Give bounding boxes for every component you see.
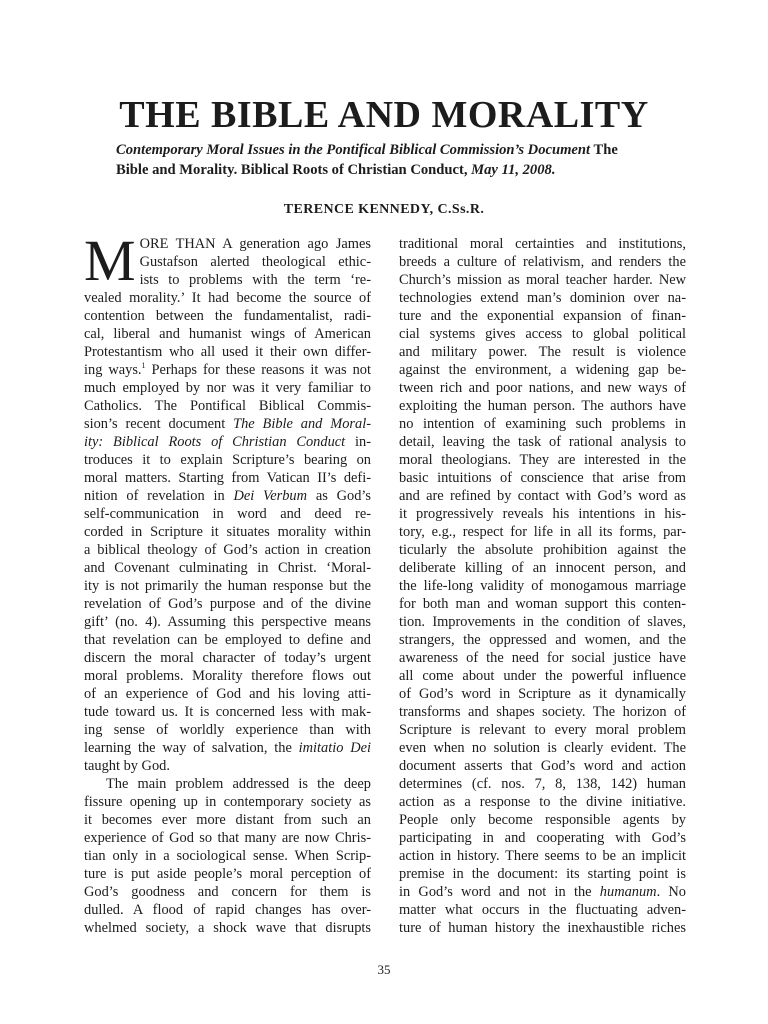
text-line	[84, 433, 371, 451]
text-line: contention between the fundamentalist, radi-	[84, 308, 371, 324]
text-line: traditional moral certainties and institutions,	[399, 236, 686, 252]
text-line: Church’s mission as moral teacher harder. New	[399, 272, 686, 288]
text-line: detail, leaving the task of rational analysis to	[399, 434, 686, 450]
page-number: 35	[377, 962, 391, 977]
text-line: much employed by nor was it very familiar to	[84, 380, 371, 396]
text-line: Scripture is relevant to every moral problem	[399, 722, 686, 738]
text-line: strangers, the oppressed and women, and the	[399, 632, 686, 648]
text-line: moral theologians. They are interested in the	[399, 452, 686, 468]
text-line: troduces it to explain Scripture’s bearing on	[84, 452, 371, 468]
article-title: THE BIBLE AND MORALITY	[119, 94, 649, 136]
text-line: discern the moral character of today’s urgent	[84, 650, 371, 666]
text-line: ists to problems with the term ‘re-	[139, 272, 371, 288]
text-line: People only become responsible agents by	[399, 812, 686, 828]
text-line	[84, 415, 371, 433]
article-subtitle	[116, 140, 656, 180]
text-line: transforms and shapes society. The horizon of	[399, 704, 686, 720]
text-line: Gustafson alerted theological ethic-	[139, 254, 371, 270]
text-line: tory, e.g., respect for life in all its forms, par-	[399, 524, 686, 540]
text-line: vealed morality.’ It had become the source of	[84, 290, 371, 306]
text-line: ture and the exponential expansion of finan-	[399, 308, 686, 324]
text-line: no intention of examining such problems in	[399, 416, 686, 432]
document-title-italic: The Bible and Moral-	[233, 416, 371, 432]
right-column	[399, 235, 686, 937]
text-line: Catholics. The Pontifical Biblical Commis-	[84, 398, 371, 414]
text-line: moral problems. Morality therefore flows out	[84, 668, 371, 684]
text-line: corded in Scripture it situates morality within	[84, 524, 371, 540]
text-line: the life-long validity of monogamous marriage	[399, 578, 686, 594]
text-line: ORE THAN A generation ago James	[139, 236, 371, 252]
text-line: self-communication in word and deed re-	[84, 506, 371, 522]
text-line: participating in and cooperating with God’s	[399, 830, 686, 846]
text-line: whelmed society, a shock wave that disrupts	[84, 920, 371, 936]
text-line: fissure opening up in contemporary society as	[84, 794, 371, 810]
text-run: as God’s	[307, 488, 371, 504]
text-line: matter what occurs in the fluctuating adven-	[399, 902, 686, 918]
text-line: a biblical theology of God’s action in creation	[84, 542, 371, 558]
text-line: The main problem addressed is the deep	[106, 776, 371, 792]
text-line: deliberate killing of an innocent person, and	[399, 560, 686, 576]
footnote-marker[interactable]: 1	[141, 361, 146, 371]
text-line: that revelation can be employed to define and	[84, 632, 371, 648]
text-line: it progressively reveals his intentions in his-	[399, 506, 686, 522]
drop-cap: M	[84, 228, 136, 293]
text-line: breeds a culture of relativism, and renders the	[399, 254, 686, 270]
text-line: ture is put aside people’s moral perception of	[84, 866, 371, 882]
author-byline: TERENCE KENNEDY, C.Ss.R.	[283, 202, 485, 217]
text-line: tian only in a sociological sense. When Scrip-	[84, 848, 371, 864]
text-line: revelation of God’s purpose and of the divine	[84, 596, 371, 612]
text-line: cial systems gives access to global political	[399, 326, 686, 342]
text-line: and Covenant culminating in Christ. ‘Moral-	[84, 560, 371, 576]
text-line: action in history. There seems to be an implicit	[399, 848, 686, 864]
subtitle-bold-1: The	[590, 142, 618, 158]
text-line: tude toward us. It is concerned less with mak-	[84, 704, 371, 720]
text-run: sion’s recent document	[84, 416, 234, 432]
left-column	[84, 228, 371, 937]
text-line: moral matters. Starting from Vatican II’s defi-	[84, 470, 371, 486]
text-line: dulled. A flood of rapid changes has over-	[84, 902, 371, 918]
text-line: determines (cf. nos. 7, 8, 138, 142) human	[399, 776, 686, 792]
text-line: exploiting the human person. The authors have	[399, 398, 686, 414]
text-line	[84, 361, 371, 379]
text-line: tion. Improvements in the condition of slaves,	[399, 614, 686, 630]
text-line: basic intuitions of conscience that arise from	[399, 470, 686, 486]
text-line: ticularly the absolute prohibition against the	[399, 542, 686, 558]
text-run: in-	[345, 434, 371, 450]
document-title-italic: ity: Biblical Roots of Christian Conduct	[84, 434, 346, 450]
text-run: . No	[656, 884, 686, 900]
text-line	[84, 487, 371, 505]
text-line: Protestantism who all used it their own differ-	[84, 344, 371, 360]
text-line: ing sense of worldly experience than with	[84, 722, 371, 738]
text-line: even when no solution is clearly evident. The	[399, 740, 686, 756]
subtitle-bold-2: Bible and Morality. Biblical Roots of Christian Conduct,	[116, 162, 468, 178]
text-line: all come about under the powerful influence	[399, 668, 686, 684]
text-line	[399, 883, 686, 901]
text-line: document asserts that God’s word and action	[399, 758, 686, 774]
text-line: God’s goodness and concern for them is	[84, 884, 371, 900]
text-run: Perhaps for these reasons it was not	[145, 362, 371, 378]
text-run: in God’s word and not in the	[399, 884, 600, 900]
dei-verbum-italic: Dei Verbum	[233, 488, 308, 504]
text-line: technologies extend man’s dominion over na-	[399, 290, 686, 306]
text-line: and are refined by contact with God’s word as	[399, 488, 686, 504]
text-line: ity is not primarily the human response but the	[84, 578, 371, 594]
text-line: against the environment, a widening gap be-	[399, 362, 686, 378]
text-line: of an experience of God and his loving atti-	[84, 686, 371, 702]
text-line: it becomes ever more distant from such an	[84, 812, 371, 828]
text-line: gift’ (no. 4). Assuming this perspective means	[84, 614, 371, 630]
text-line: action as a response to the divine initiative.	[399, 794, 686, 810]
text-line: cal, liberal and humanist wings of American	[84, 326, 371, 342]
subtitle-italic: Contemporary Moral Issues in the Pontifical Biblical Commission’s Document	[116, 142, 591, 158]
text-run: ing ways.	[84, 362, 142, 378]
text-line: experience of God so that many are now Chris-	[84, 830, 371, 846]
text-line: ture of human history the inexhaustible riches	[399, 920, 686, 936]
text-line: tween rich and poor nations, and new ways of	[399, 380, 686, 396]
text-line: for both man and woman support this conten-	[399, 596, 686, 612]
text-line: of God’s word in Scripture as it dynamically	[399, 686, 686, 702]
text-line: and military power. The result is violence	[399, 344, 686, 360]
imitatio-dei-italic: imitatio Dei	[298, 740, 371, 756]
text-run: learning the way of salvation, the	[84, 740, 299, 756]
text-run: nition of revelation in	[84, 488, 234, 504]
text-line	[84, 739, 371, 757]
subtitle-date: May 11, 2008.	[467, 162, 556, 178]
text-line: premise in the document: its starting point is	[399, 866, 686, 882]
text-line: awareness of the need for social justice have	[399, 650, 686, 666]
text-line: taught by God.	[84, 758, 170, 774]
humanum-italic: humanum	[599, 884, 657, 900]
